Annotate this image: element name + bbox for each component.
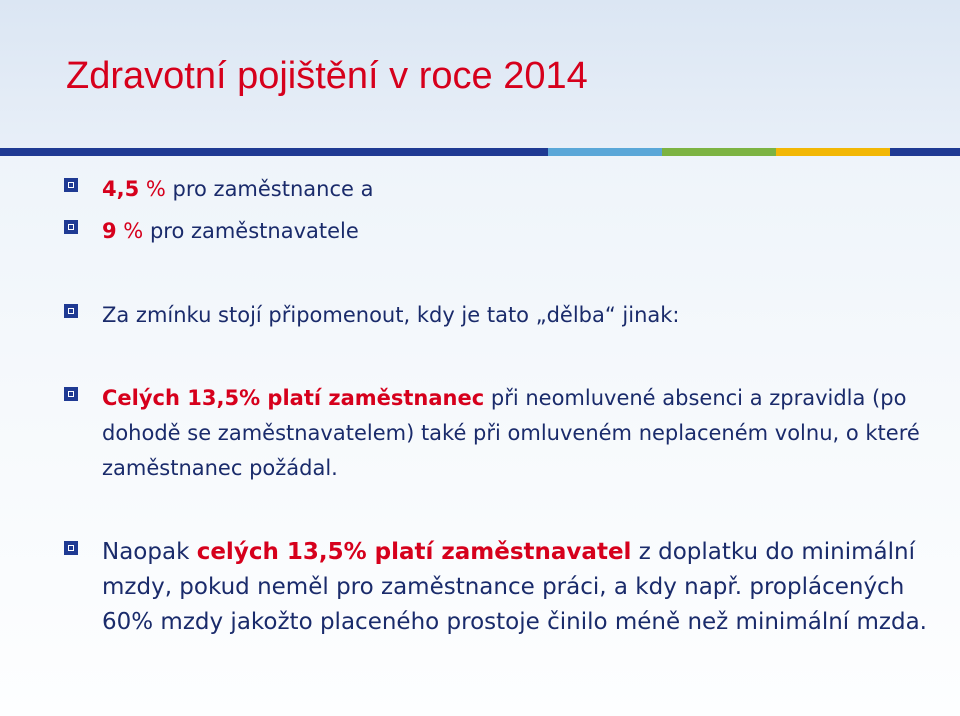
list-item <box>64 214 944 249</box>
list-item <box>64 172 944 207</box>
list-item-text: Za zmínku stojí připomenout, kdy je tato „dělba“ jinak: <box>102 303 680 327</box>
title-area <box>0 0 960 150</box>
accent-segment <box>662 148 776 156</box>
square-bullet-icon <box>64 304 78 318</box>
accent-segment <box>890 148 960 156</box>
accent-segment <box>548 148 662 156</box>
accent-segment <box>0 148 548 156</box>
square-bullet-icon <box>64 178 78 192</box>
list-item-text: Naopak celých 13,5% platí zaměstnavatel z doplatku do minimální mzdy, pokud neměl pro zaměstnance práci, a kdy např. proplácených 60% mzdy jakožto placeného prostoje činilo méně než minimální mzda. <box>102 539 927 635</box>
list-item-text: 4,5 % pro zaměstnance a <box>102 177 374 201</box>
list-item-text: Celých 13,5% platí zaměstnanec při neomluvené absenci a zpravidla (po dohodě se zaměstnavatelem) také při omluveném neplaceném volnu, o které zaměstnanec požádal. <box>102 386 920 480</box>
square-bullet-icon <box>64 387 78 401</box>
list-item <box>64 381 944 486</box>
accent-bar <box>0 148 960 156</box>
list-item <box>64 298 944 333</box>
list-item-text: 9 % pro zaměstnavatele <box>102 219 359 243</box>
square-bullet-icon <box>64 541 78 555</box>
list-item <box>64 535 944 640</box>
accent-segment <box>776 148 890 156</box>
slide-title: Zdravotní pojištění v roce 2014 <box>66 55 588 97</box>
square-bullet-icon <box>64 220 78 234</box>
